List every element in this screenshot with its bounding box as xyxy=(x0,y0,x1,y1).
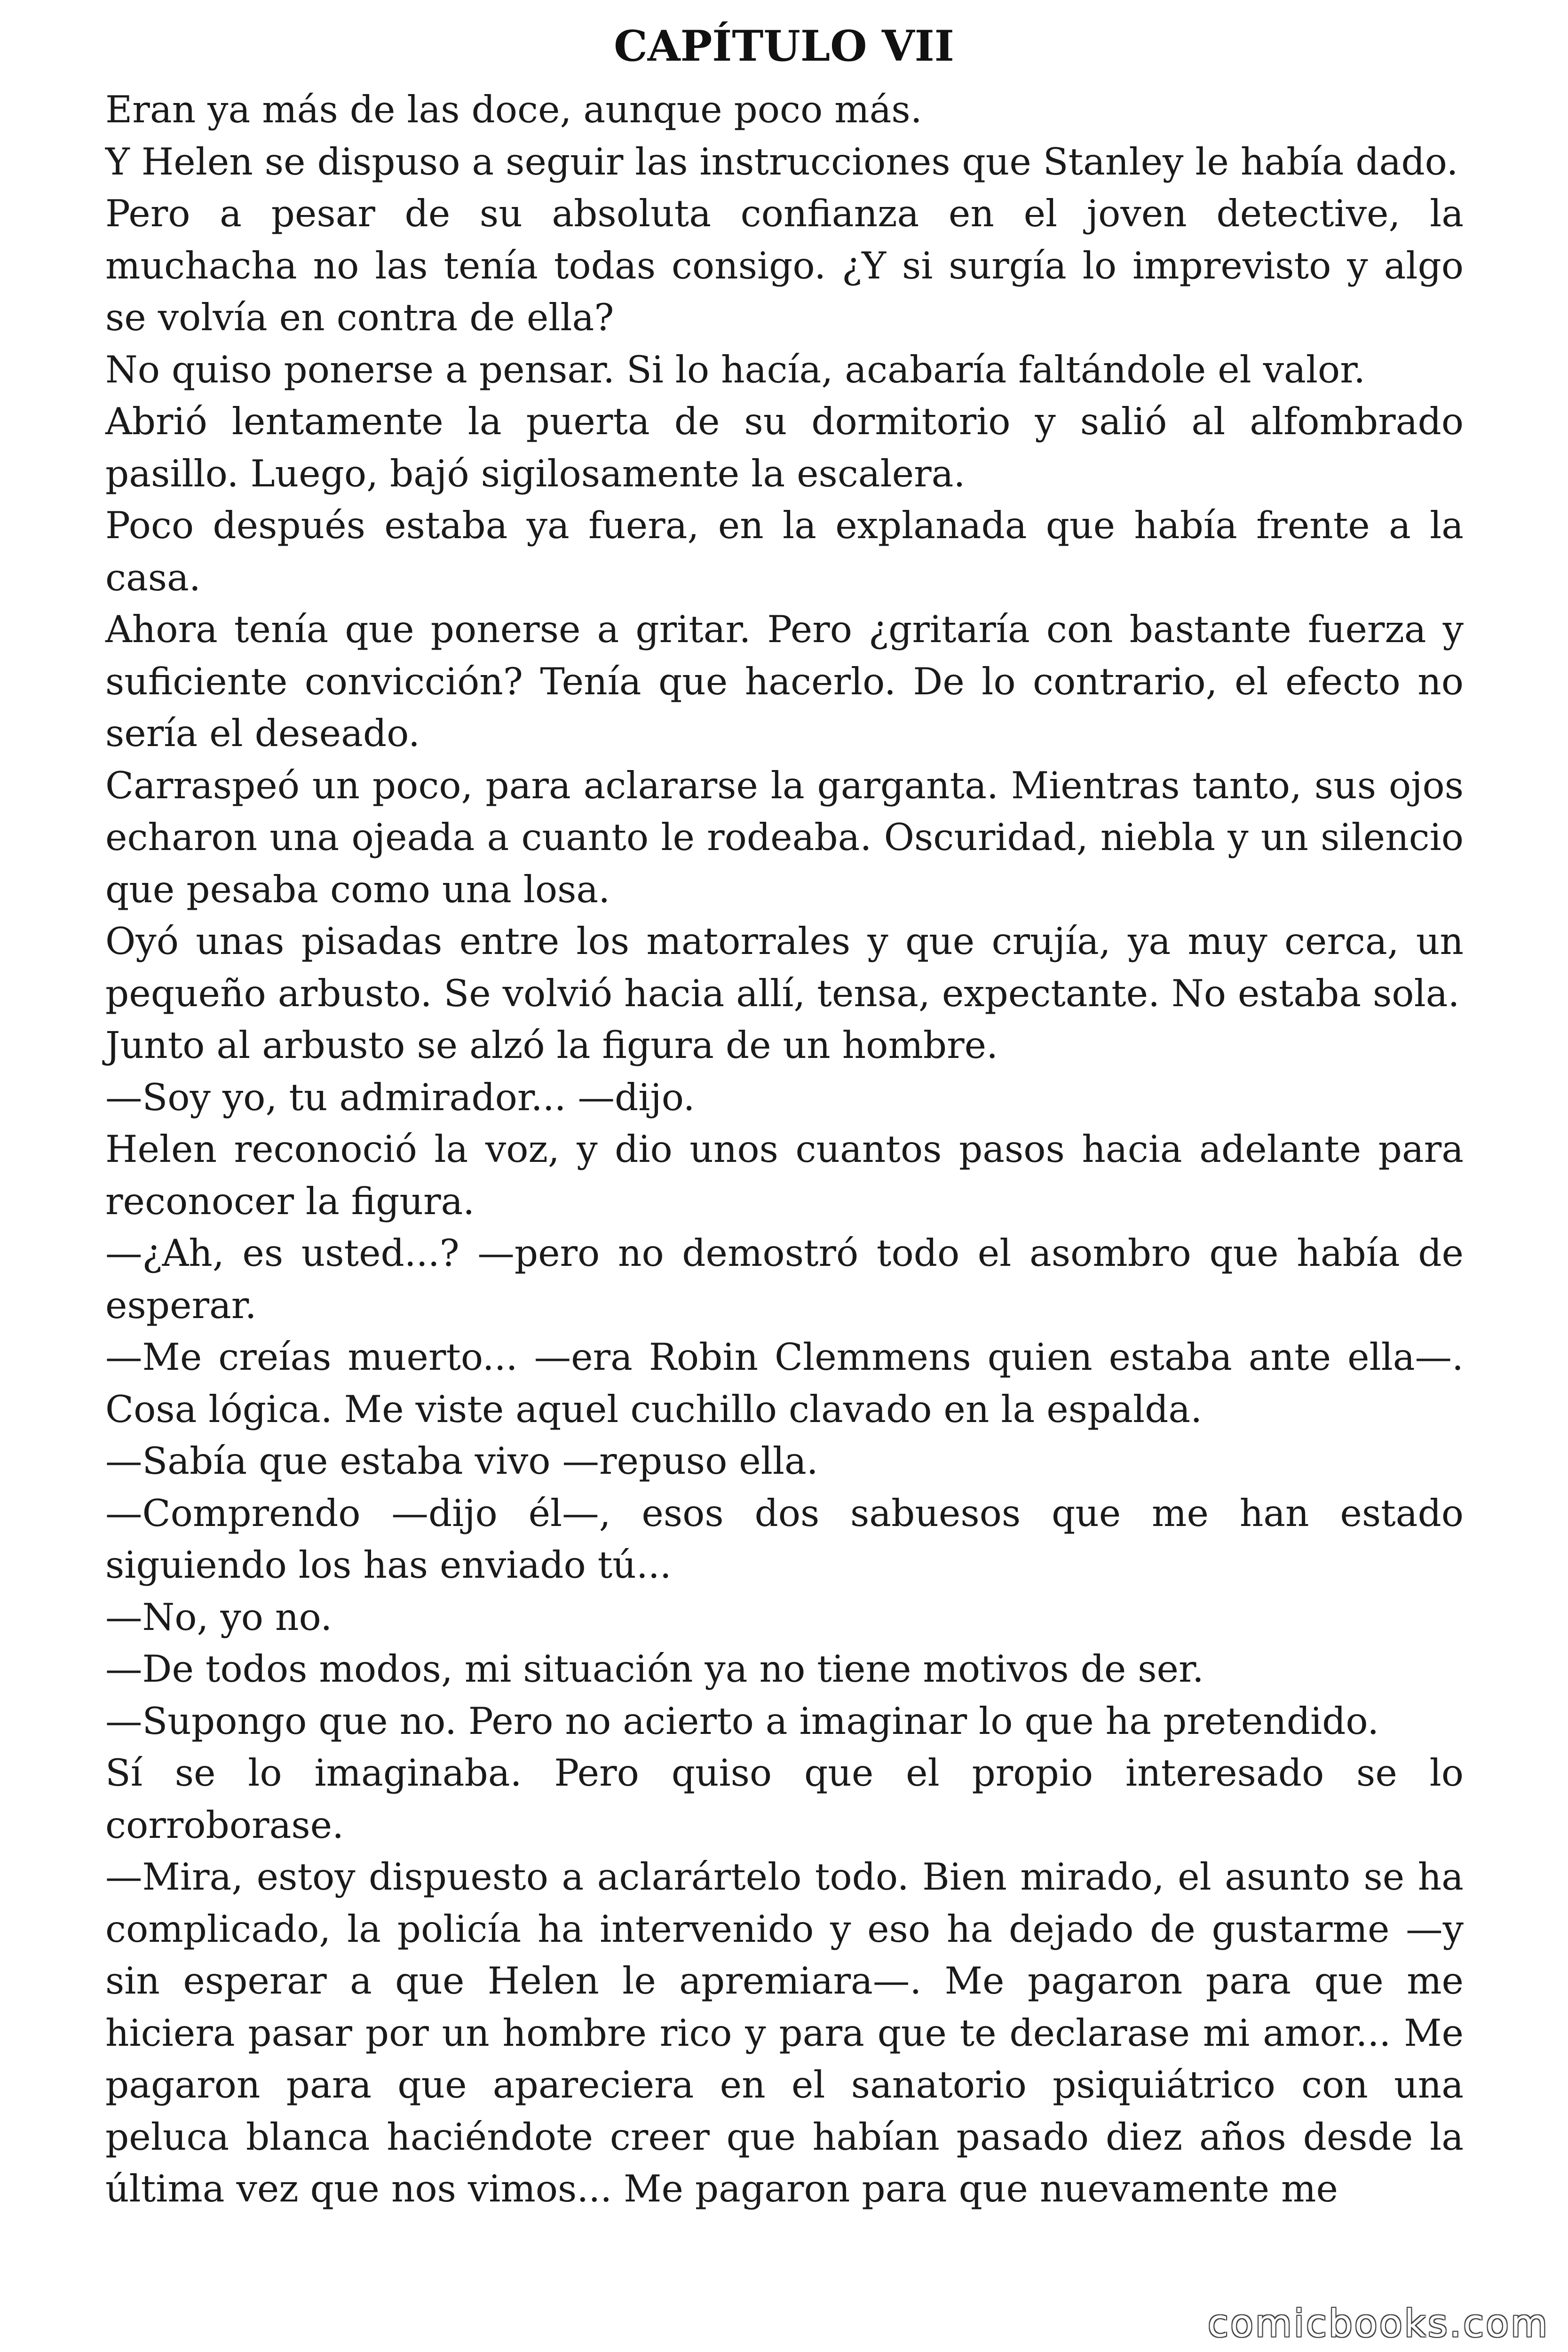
paragraph: —Sabía que estaba vivo —repuso ella. xyxy=(105,1439,818,1483)
watermark: comicbooks.com xyxy=(1207,2302,1549,2345)
paragraph: Carraspeó un poco, para aclararse la garganta. Mientras tanto, sus ojos echaron una ojeada a cuanto le rodeaba. Oscuridad, niebla y un silencio que pesaba como una losa. xyxy=(105,763,1464,911)
paragraph: Ahora tenía que ponerse a gritar. Pero ¿gritaría con bastante fuerza y suficiente convicción? Tenía que hacerlo. De lo contrario, el efecto no sería el deseado. xyxy=(105,608,1464,755)
paragraph: Sí se lo imaginaba. Pero quiso que el propio interesado se lo corroborase. xyxy=(105,1751,1464,1847)
paragraph: —De todos modos, mi situación ya no tiene motivos de ser. xyxy=(105,1647,1204,1691)
paragraph: Pero a pesar de su absoluta confianza en el joven detective, la muchacha no las tenía todas consigo. ¿Y si surgía lo imprevisto y algo se volvía en contra de ella? xyxy=(105,192,1464,339)
paragraph: No quiso ponerse a pensar. Si lo hacía, acabaría faltándole el valor. xyxy=(105,348,1366,391)
paragraph: —Me creías muerto... —era Robin Clemmens quien estaba ante ella—. Cosa lógica. Me viste aquel cuchillo clavado en la espalda. xyxy=(105,1335,1464,1431)
paragraph: —Supongo que no. Pero no acierto a imaginar lo que ha pretendido. xyxy=(105,1699,1379,1743)
paragraph: —¿Ah, es usted...? —pero no demostró todo el asombro que había de esperar. xyxy=(105,1232,1464,1327)
chapter-title: CAPÍTULO VII xyxy=(614,21,954,71)
paragraph: —Mira, estoy dispuesto a aclarártelo todo. Bien mirado, el asunto se ha complicado, la policía ha intervenido y eso ha dejado de gustarme —y sin esperar a que Helen le apremiara—. Me pagaron para que me hiciera pasar por un hombre rico y para que te declarase mi amor... Me pagaron para que apareciera en el sanatorio psiquiátrico con una peluca blanca haciéndote creer que habían pasado diez años desde la última vez que nos vimos... Me pagaron para que nuevamente me xyxy=(105,1855,1464,2210)
paragraph: —Soy yo, tu admirador... —dijo. xyxy=(105,1075,695,1119)
paragraph: Helen reconoció la voz, y dio unos cuantos pasos hacia adelante para reconocer la figura. xyxy=(105,1128,1464,1223)
paragraph: —No, yo no. xyxy=(105,1595,333,1639)
paragraph: Abrió lentamente la puerta de su dormitorio y salió al alfombrado pasillo. Luego, bajó sigilosamente la escalera. xyxy=(105,400,1464,495)
paragraph: Y Helen se dispuso a seguir las instrucciones que Stanley le había dado. xyxy=(105,140,1458,183)
paragraph: Junto al arbusto se alzó la figura de un hombre. xyxy=(105,1024,998,1067)
paragraph: Eran ya más de las doce, aunque poco más. xyxy=(105,88,922,131)
paragraph: —Comprendo —dijo él—, esos dos sabuesos que me han estado siguiendo los has enviado tú... xyxy=(105,1491,1464,1587)
paragraph: Poco después estaba ya fuera, en la explanada que había frente a la casa. xyxy=(105,504,1464,599)
paragraph: Oyó unas pisadas entre los matorrales y que crujía, ya muy cerca, un pequeño arbusto. Se volvió hacia allí, tensa, expectante. No estaba sola. xyxy=(105,920,1464,1015)
body-text xyxy=(105,84,1464,2215)
